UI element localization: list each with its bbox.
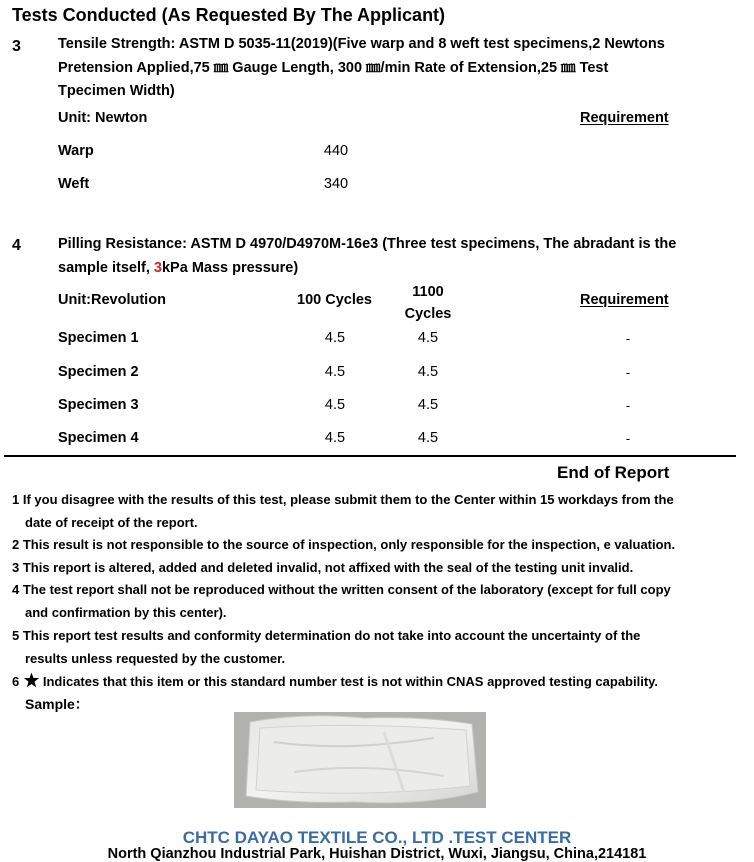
specimen-1-1100-cycles: 4.5 [417,330,439,346]
page-title: Tests Conducted (As Requested By The Applicant) [12,5,446,25]
specimen-4-label: Specimen 4 [58,430,139,446]
specimen-3-label: Specimen 3 [58,397,139,413]
section-4-number: 4 [12,237,21,254]
note-4: 4 The test report shall not be reproduced without the written consent of the laboratory (except for full copy and confirmation by this center). [12,582,671,620]
footer-address: North Qianzhou Industrial Park, Huishan District, Wuxi, Jiangsu, China,214181 [107,846,647,862]
note-5: 5 This report test results and conformity determination do not take into account the uncertainty of the results unless requested by the customer. [12,628,641,666]
specimen-4-1100-cycles: 4.5 [417,430,439,446]
specimen-1-100-cycles: 4.5 [324,330,346,346]
section-3-row-warp-value: 440 [323,143,349,159]
star-icon [23,672,40,688]
specimen-4-requirement: - [625,431,631,446]
section-3-row-warp-label: Warp [58,143,94,159]
section-3-row-weft-label: Weft [58,176,90,192]
footer-company: CHTC DAYAO TEXTILE CO., LTD .TEST CENTER [182,828,572,847]
note-3: 3 This report is altered, added and deleted invalid, not affixed with the seal of the testing unit invalid. [12,560,634,575]
section-3-unit: Unit: Newton [58,110,148,126]
section-divider [4,455,736,457]
note-6: 6 Indicates that this item or this standard number test is not within CNAS approved testing capability. [12,674,659,689]
section-4-description: Pilling Resistance: ASTM D 4970/D4970M-16e3 (Three test specimens, The abradant is the sample itself, 3kPa Mass pressure) [58,236,677,276]
section-3-description: Tensile Strength: ASTM D 5035-11(2019)(Five warp and 8 weft test specimens,2 Newtons Pretension Applied,75 ㎜ Gauge Length, 300 ㎜/min Rate of Extension,25 ㎜ Test Tpecimen Width) [58,36,665,99]
end-of-report: End of Report [557,463,670,482]
section-3-number: 3 [12,38,21,55]
specimen-3-requirement: - [625,398,631,413]
specimen-3-100-cycles: 4.5 [324,397,346,413]
section-4-pressure-value: 3 [153,259,162,276]
note-2: 2 This result is not responsible to the source of inspection, only responsible for the inspection, e valuation. [12,537,676,552]
sample-label: Sample： [25,696,89,712]
specimen-2-100-cycles: 4.5 [324,364,346,380]
specimen-2-1100-cycles: 4.5 [417,364,439,380]
specimen-2-requirement: - [625,365,631,380]
specimen-2-label: Specimen 2 [58,364,139,380]
sample-photo [234,712,486,808]
section-4-unit: Unit:Revolution [58,292,166,308]
section-4-col-1100-cycles: 1100 Cycles [404,284,452,322]
sample-fabric-image [234,712,486,808]
section-4-col-100-cycles: 100 Cycles [297,292,372,308]
specimen-1-requirement: - [625,331,631,346]
section-4-requirement-header: Requirement [580,292,669,308]
note-1: 1 If you disagree with the results of this test, please submit them to the Center within 15 workdays from the date of receipt of the report. [12,492,674,530]
specimen-1-label: Specimen 1 [58,330,139,346]
section-3-requirement-header: Requirement [580,110,669,126]
specimen-3-1100-cycles: 4.5 [417,397,439,413]
section-3-row-weft-value: 340 [323,176,349,192]
specimen-4-100-cycles: 4.5 [324,430,346,446]
